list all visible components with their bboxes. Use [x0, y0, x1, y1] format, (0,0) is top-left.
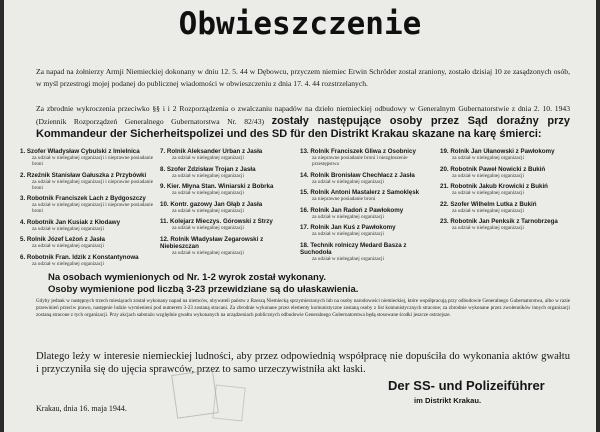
- person-charge: za udział w nielegalnej organizacji: [312, 178, 384, 185]
- notice-poster: [4, 0, 596, 432]
- notice-paragraph-2-intro: Za zbrodnie wykroczenia przeciwko §§ i i 2 Rozporządzenia o zwalczaniu napadów na dzieło niemieckiej odbudowy w Generalnym Gubernatorstwie z dnia 2. 10. 1943 (Dziennik Rozporządzeń Generalnego Gubernatorstwa Nr. 82/43): [36, 104, 570, 127]
- sentence-executed: Na osobach wymienionych od Nr. 1-2 wyrok został wykonany.: [48, 272, 327, 283]
- list-item: [160, 148, 294, 161]
- notice-paragraph-1: Za napad na żołnierzy Armji Niemieckiej dokonany w dniu 12. 5. 44 w Dębowcu, przyczem niemiec Erwin Schröder został zraniony, zostało dzisiaj 10 ze zasądzonych osób, w myśl przestrogi mojej podanej do publicznej wiadomości w obwieszczeniu z dnia 17. 4. 44 rozstrzelanych.: [36, 67, 570, 89]
- sentence-pardon: Osoby wymienione pod liczbą 3-23 przewidziane są do ułaskawienia.: [48, 283, 359, 295]
- person-name: 8. Szofer Zdzisław Trojan z Jasła: [160, 165, 256, 173]
- list-item: [300, 172, 434, 185]
- person-name: 5. Rolnik Józef Leżoń z Jasła: [20, 236, 105, 244]
- list-item: [20, 236, 154, 249]
- person-name: 12. Rolnik Władysław Zegarowski z Niebieszczan: [160, 235, 264, 250]
- person-name: 20. Robotnik Paweł Nowicki z Bukiń: [440, 165, 546, 173]
- person-name: 21. Robotnik Jakub Krowicki z Bukiń: [440, 183, 548, 191]
- person-name: 6. Robotnik Fran. Idzik z Konstantynowa: [20, 253, 139, 261]
- list-item: [300, 148, 434, 167]
- person-charge: za udział w nielegalnej organizacji: [452, 207, 524, 214]
- stamp-mark: [212, 385, 245, 422]
- list-item: [440, 201, 574, 214]
- list-item: [20, 219, 154, 232]
- person-charge: za udział w nielegalnej organizacji: [172, 190, 244, 197]
- list-item: [300, 242, 434, 262]
- person-charge: za udział w nielegalnej organizacji i nieprawne posiadanie broni: [32, 178, 154, 191]
- list-item: [160, 218, 294, 231]
- list-item: [160, 201, 294, 214]
- list-item: [440, 148, 574, 161]
- person-name: 13. Rolnik Franciszek Gliwa z Osobnicy: [300, 148, 416, 155]
- person-charge: za udział w nielegalnej organizacji: [172, 172, 244, 179]
- sentenced-column-3: [300, 148, 434, 266]
- person-charge: za udział w nielegalnej organizacji: [312, 231, 384, 238]
- list-item: [160, 236, 294, 256]
- list-item: [20, 195, 154, 214]
- sentenced-list: [20, 148, 574, 266]
- list-item: [160, 183, 294, 196]
- signature-title: Der SS- und Polizeiführer: [388, 378, 545, 393]
- person-charge: za udział w nielegalnej organizacji i nieprawne posiadanie broni: [32, 155, 154, 167]
- sentenced-column-2: [160, 148, 294, 266]
- person-name: 14. Rolnik Bronisław Chechłacz z Jasła: [300, 171, 415, 179]
- notice-paragraph-2: [36, 103, 570, 142]
- person-charge: za nieprawne posiadanie broni: [312, 196, 376, 203]
- list-item: [20, 148, 154, 167]
- person-charge: za udział w nielegalnej organizacji: [312, 255, 384, 262]
- person-name: 19. Rolnik Jan Ułanowski z Pawłokomy: [440, 148, 555, 155]
- person-charge: za udział w nielegalnej organizacji: [452, 225, 524, 232]
- notice-paragraph-3: Dlatego leży w interesie niemieckiej ludności, aby przez odpowiednią współpracę nie dopuściła do wykonania aktów gwałtu i przyczyniła się do ujęcia sprawców, przez to samo urzeczywistniła akt łaski.: [36, 351, 570, 375]
- person-name: 16. Rolnik Jan Radoń z Pawłokomy: [300, 206, 404, 214]
- person-name: 23. Robotnik Jan Penksik z Tarnobrzega: [440, 218, 558, 226]
- person-charge: za udział w nielegalnej organizacji: [172, 207, 244, 214]
- signature-district: im Distrikt Krakau.: [414, 396, 482, 405]
- list-item: [440, 183, 574, 196]
- warning-paragraph: Gdyby jednak w następnych trzech miesiącach został wykonany napad na niemców, obywateli państw z Rzeszą Niemiecką sprzymierzonych lub na osoby narodowości niemieckiej, które współpracują przy odbudowie Generalnego Gubernatorstwa, albo w razie przewinień przeciw prawu, następnie ludzie wymienieni pod numerem 3-23 zostaną stracani. Za zbrodnie wykonane przez elementy komunistyczne zostaną osoby z list komunistycznych stracone; za zbrodnie wykonane przez zwolenników innych organizacji zostaną stracone z tych organizacji. Przy akcjach sabotażu względnie gwałtu wykonanych na urządzeniach publicznych odbudowie Generalnego Gubernatorstwa będą stosowane środki jeszcze ostrzejsze.: [36, 298, 570, 318]
- page-title: Obwieszczenie: [178, 6, 422, 42]
- list-item: [160, 166, 294, 179]
- person-charge: za udział w nielegalnej organizacji: [32, 243, 104, 250]
- list-item: [300, 224, 434, 237]
- person-charge: za udział w nielegalnej organizacji: [32, 260, 104, 267]
- sentence-summary: [48, 272, 358, 295]
- person-charge: za udział w nielegalnej organizacji: [172, 155, 244, 161]
- stamp-mark: [171, 369, 219, 418]
- list-item: [20, 172, 154, 191]
- sentenced-column-1: [20, 148, 154, 266]
- person-name: 15. Rolnik Antoni Mastalerz z Samoklęsk: [300, 189, 420, 197]
- sentenced-column-4: [440, 148, 574, 266]
- list-item: [440, 218, 574, 231]
- person-name: 4. Robotnik Jan Kusiak z Kłodawy: [20, 218, 121, 226]
- list-item: [440, 166, 574, 179]
- person-charge: za nieprawne posiadanie broni i niezgłoszenie przestępstwa: [312, 155, 408, 167]
- person-name: 3. Robotnik Franciszek Lach z Bydgoszczy: [20, 195, 146, 203]
- person-name: 9. Kier. Młyna Stan. Winiarski z Bobrka: [160, 183, 274, 191]
- list-item: [300, 207, 434, 220]
- person-charge: za udział w nielegalnej organizacji: [312, 213, 384, 220]
- person-charge: za udział w nielegalnej organizacji: [172, 225, 244, 232]
- person-name: 17. Rolnik Jan Kuś z Pawłokomy: [300, 224, 396, 232]
- list-item: [300, 189, 434, 202]
- list-item: [20, 254, 154, 267]
- notice-date: Krakau, dnia 16. maja 1944.: [36, 404, 127, 413]
- person-charge: za udział w nielegalnej organizacji: [172, 249, 244, 256]
- person-name: 1. Szofer Władysław Cybulski z Imielnica: [20, 148, 140, 155]
- person-name: 7. Rolnik Aleksander Urban z Jasła: [160, 148, 263, 155]
- person-charge: za udział w nielegalnej organizacji i nieprawne posiadanie broni: [32, 202, 154, 215]
- person-charge: za udział w nielegalnej organizacji: [452, 155, 524, 161]
- person-name: 11. Kolejarz Mieczys. Górowski z Strzy: [160, 218, 273, 226]
- person-name: 22. Szofer Wilhelm Lutka z Bukiń: [440, 200, 537, 208]
- person-name: 2. Rzeźnik Stanisław Gałuszka z Przybówki: [20, 171, 147, 179]
- person-charge: za udział w nielegalnej organizacji: [452, 190, 524, 197]
- person-name: 18. Technik rolniczy Medard Basza z Suchodoła: [300, 241, 407, 256]
- person-name: 10. Kontr. gazowy Jan Głąb z Jasła: [160, 200, 263, 208]
- person-charge: za udział w nielegalnej organizacji: [32, 225, 104, 232]
- notice-paragraph-2-bold: zostały następujące osoby przez Sąd doraźny przy Kommandeur der Sicherheitspolizei und des SD für den Distrikt Krakau skazane na karę śmierci:: [36, 115, 570, 141]
- person-charge: za udział w nielegalnej organizacji: [452, 172, 524, 179]
